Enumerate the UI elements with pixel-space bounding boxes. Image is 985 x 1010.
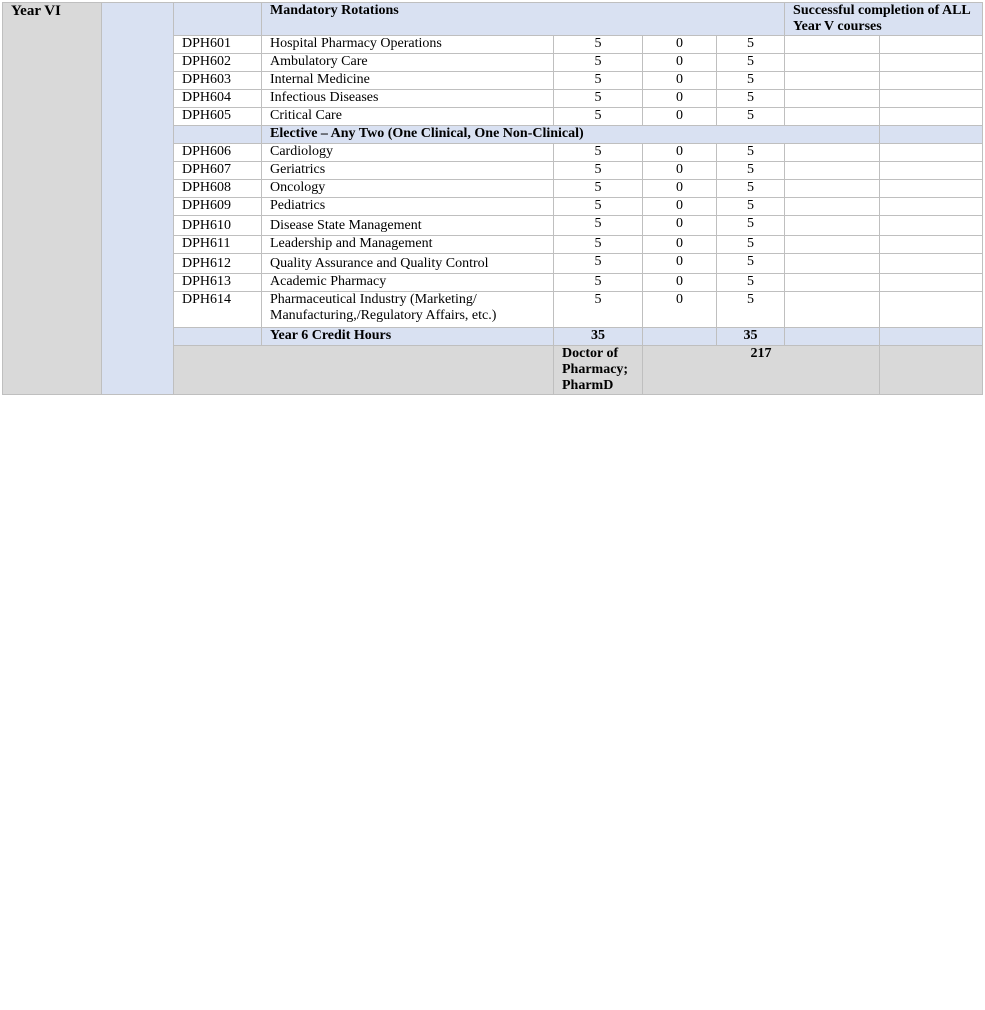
table-row: DPH609 Pediatrics 5 0 5	[3, 198, 983, 216]
course-code: DPH603	[174, 72, 262, 90]
table-row: DPH614 Pharmaceutical Industry (Marketing/ Manufacturing,/Regulatory Affairs, etc.) 5 0 5	[3, 292, 983, 328]
blank-column	[102, 3, 174, 395]
year-label: Year VI	[3, 3, 102, 395]
year-total-c1: 35	[554, 328, 643, 346]
course-title: Disease State Management	[262, 216, 554, 236]
degree-label: Doctor of Pharmacy; PharmD	[554, 346, 643, 395]
table-row: DPH608 Oncology 5 0 5	[3, 180, 983, 198]
course-code: DPH610	[174, 216, 262, 236]
course-title: Leadership and Management	[262, 236, 554, 254]
year-total-c3: 35	[717, 328, 785, 346]
mandatory-header: Mandatory Rotations	[262, 3, 785, 36]
course-title: Infectious Diseases	[262, 90, 554, 108]
course-code: DPH613	[174, 274, 262, 292]
course-title: Ambulatory Care	[262, 54, 554, 72]
elective-header: Elective – Any Two (One Clinical, One Non-Clinical)	[262, 126, 880, 144]
course-title: Oncology	[262, 180, 554, 198]
course-code: DPH601	[174, 36, 262, 54]
table-row: DPH605 Critical Care 5 0 5	[3, 108, 983, 126]
course-code: DPH606	[174, 144, 262, 162]
course-code: DPH607	[174, 162, 262, 180]
course-title: Academic Pharmacy	[262, 274, 554, 292]
table-row: DPH602 Ambulatory Care 5 0 5	[3, 54, 983, 72]
course-code: DPH605	[174, 108, 262, 126]
course-code: DPH604	[174, 90, 262, 108]
course-title: Hospital Pharmacy Operations	[262, 36, 554, 54]
table-row: DPH604 Infectious Diseases 5 0 5	[3, 90, 983, 108]
course-title: Critical Care	[262, 108, 554, 126]
table-row: DPH613 Academic Pharmacy 5 0 5	[3, 274, 983, 292]
mandatory-header-row	[3, 3, 983, 36]
table-row: DPH611 Leadership and Management 5 0 5	[3, 236, 983, 254]
course-title: Pediatrics	[262, 198, 554, 216]
course-code: DPH609	[174, 198, 262, 216]
course-code: DPH602	[174, 54, 262, 72]
course-title: Geriatrics	[262, 162, 554, 180]
table-row: DPH606 Cardiology 5 0 5	[3, 144, 983, 162]
course-title: Pharmaceutical Industry (Marketing/ Manufacturing,/Regulatory Affairs, etc.)	[262, 292, 554, 328]
course-code: DPH614	[174, 292, 262, 328]
course-code: DPH611	[174, 236, 262, 254]
course-title: Cardiology	[262, 144, 554, 162]
degree-total: 217	[643, 346, 880, 395]
table-row: DPH603 Internal Medicine 5 0 5	[3, 72, 983, 90]
course-title: Internal Medicine	[262, 72, 554, 90]
course-code: DPH612	[174, 254, 262, 274]
course-title: Quality Assurance and Quality Control	[262, 254, 554, 274]
table-row: DPH610 Disease State Management 5 0 5	[3, 216, 983, 236]
course-code: DPH608	[174, 180, 262, 198]
table-row: DPH612 Quality Assurance and Quality Control 5 0 5	[3, 254, 983, 274]
table-row: DPH601 Hospital Pharmacy Operations 5 0 5	[3, 36, 983, 54]
year-total-label: Year 6 Credit Hours	[262, 328, 554, 346]
curriculum-table	[2, 2, 983, 395]
prerequisite: Successful completion of ALL Year V courses	[785, 3, 983, 36]
table-row: DPH607 Geriatrics 5 0 5	[3, 162, 983, 180]
